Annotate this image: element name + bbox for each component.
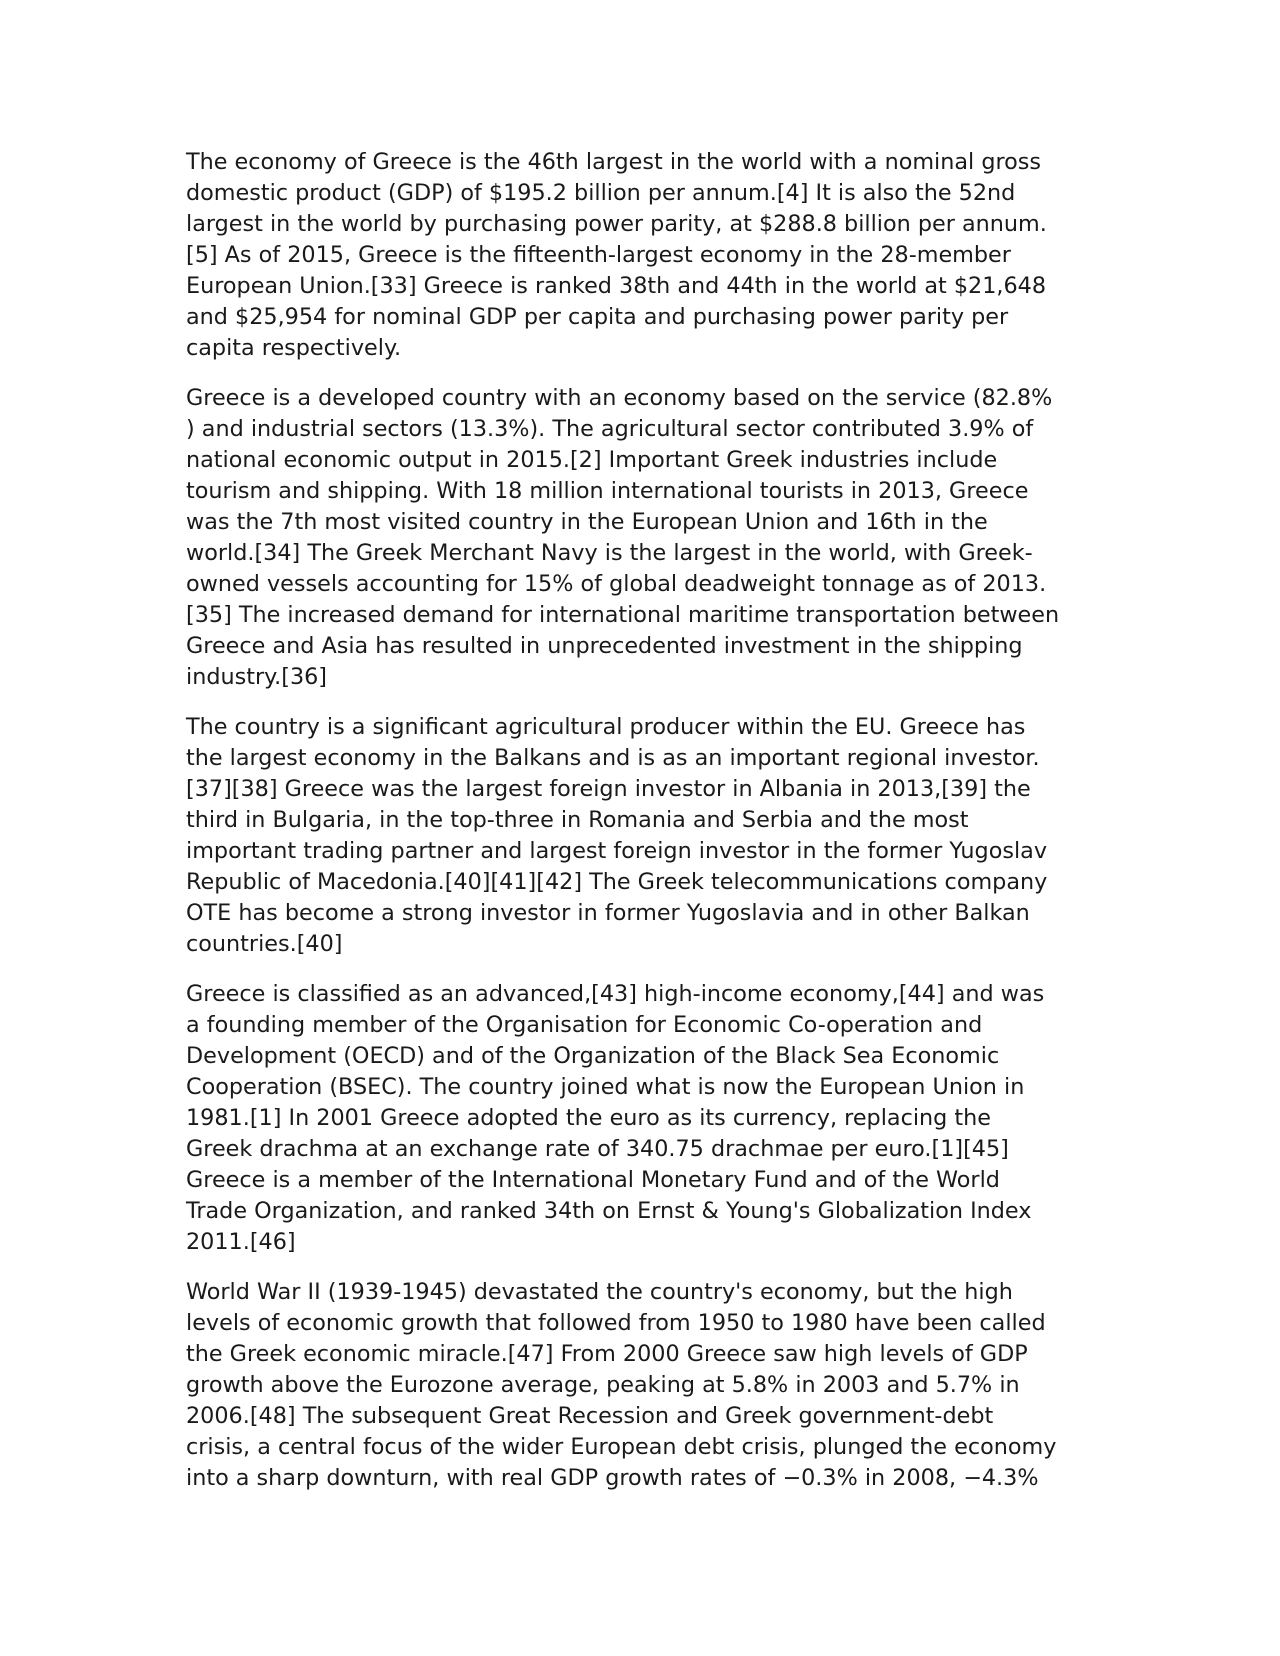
paragraph-economy-overview: The economy of Greece is the 46th largest in the world with a nominal gross domestic product (GDP) of $195.2 billion per annum.[4] It is also the 52nd largest in the world by purchasing power parity, at $288.8 billion per annum. [5] As of 2015, Greece is the fifteenth-largest economy in the 28-member European Union.[33] Greece is ranked 38th and 44th in the world at $21,648 and $25,954 for nominal GDP per capita and purchasing power parity per capita respectively. [186,149,1047,361]
document-body [186,147,1086,1513]
paragraph-regional-investor: The country is a significant agricultural producer within the EU. Greece has the largest economy in the Balkans and is as an important regional investor. [37][38] Greece was the largest foreign investor in Albania in 2013,[39] the third in Bulgaria, in the top-three in Romania and Serbia and the most important trading partner and largest foreign investor in the former Yugoslav Republic of Macedonia.[40][41][42] The Greek telecommunications company OTE has become a strong investor in former Yugoslavia and in other Balkan countries.[40] [186,714,1048,957]
paragraph-sectors: Greece is a developed country with an economy based on the service (82.8% ) and industrial sectors (13.3%). The agricultural sector contributed 3.9% of national economic output in 2015.[2] Important Greek industries include tourism and shipping. With 18 million international tourists in 2013, Greece was the 7th most visited country in the European Union and 16th in the world.[34] The Greek Merchant Navy is the largest in the world, with Greek- owned vessels accounting for 15% of global deadweight tonnage as of 2013. [35] The increased demand for international maritime transportation between Greece and Asia has resulted in unprecedented investment in the shipping industry.[36] [186,385,1060,690]
paragraph-classification: Greece is classified as an advanced,[43] high-income economy,[44] and was a founding member of the Organisation for Economic Co-operation and Development (OECD) and of the Organization of the Black Sea Economic Cooperation (BSEC). The country joined what is now the European Union in 1981.[1] In 2001 Greece adopted the euro as its currency, replacing the Greek drachma at an exchange rate of 340.75 drachmae per euro.[1][45] Greece is a member of the International Monetary Fund and of the World Trade Organization, and ranked 34th on Ernst & Young's Globalization Index 2011.[46] [186,981,1045,1255]
paragraph-history: World War II (1939-1945) devastated the country's economy, but the high levels of economic growth that followed from 1950 to 1980 have been called the Greek economic miracle.[47] From 2000 Greece saw high levels of GDP growth above the Eurozone average, peaking at 5.8% in 2003 and 5.7% in 2006.[48] The subsequent Great Recession and Greek government-debt crisis, a central focus of the wider European debt crisis, plunged the economy into a sharp downturn, with real GDP growth rates of −0.3% in 2008, −4.3% [186,1279,1057,1491]
